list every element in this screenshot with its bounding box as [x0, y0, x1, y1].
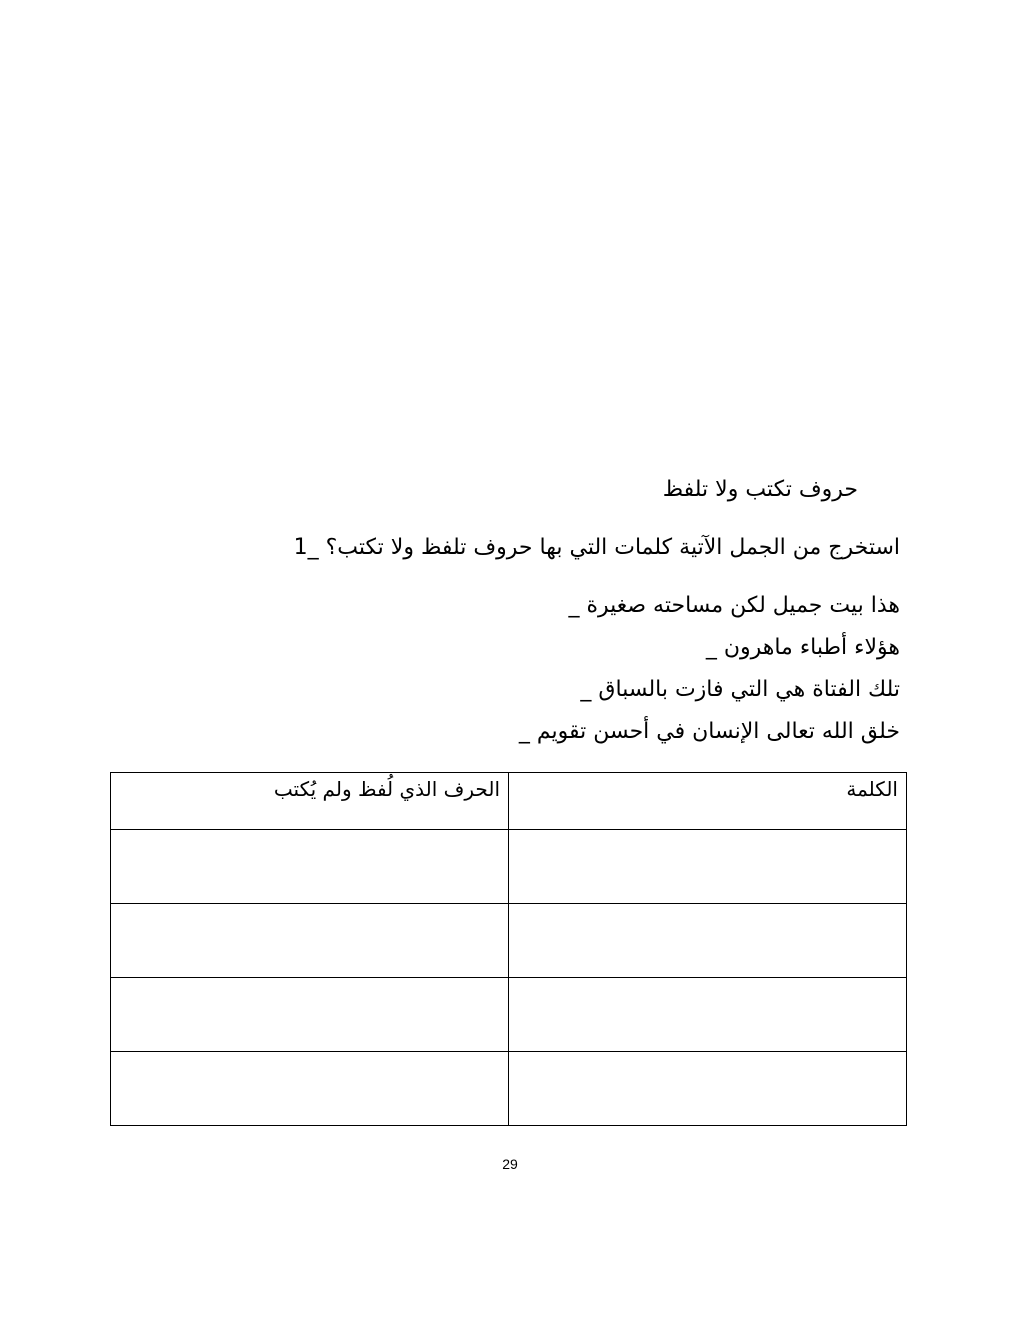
header-word: الكلمة	[509, 773, 907, 830]
worksheet-title: حروف تكتب ولا تلفظ	[662, 477, 858, 502]
exercise-instruction: استخرج من الجمل الآتية كلمات التي بها حروف تلفظ ولا تكتب؟ _1	[293, 535, 900, 560]
letter-cell[interactable]	[111, 904, 509, 978]
letter-cell[interactable]	[111, 830, 509, 904]
sentence-1: هذا بيت جميل لكن مساحته صغيرة _	[568, 593, 900, 618]
table-row	[111, 904, 907, 978]
word-cell[interactable]	[509, 830, 907, 904]
table-row	[111, 1052, 907, 1126]
sentence-3: تلك الفتاة هي التي فازت بالسباق _	[580, 677, 900, 702]
table-header-row	[111, 773, 907, 830]
page-number: 29	[502, 1156, 518, 1172]
sentence-4: خلق الله تعالى الإنسان في أحسن تقويم _	[518, 719, 900, 744]
letter-cell[interactable]	[111, 1052, 509, 1126]
table-row	[111, 830, 907, 904]
sentence-2: هؤلاء أطباء ماهرون _	[705, 635, 900, 660]
word-cell[interactable]	[509, 978, 907, 1052]
answer-table	[110, 772, 907, 1126]
header-silent-letter: الحرف الذي لُفظ ولم يُكتب	[111, 773, 509, 830]
letter-cell[interactable]	[111, 978, 509, 1052]
word-cell[interactable]	[509, 1052, 907, 1126]
table-row	[111, 978, 907, 1052]
word-cell[interactable]	[509, 904, 907, 978]
